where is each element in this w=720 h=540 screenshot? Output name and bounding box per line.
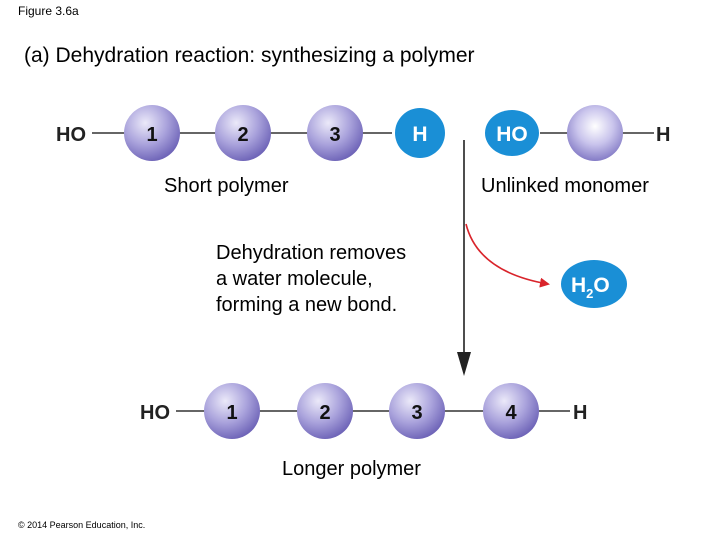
- dehydration-explanation: [216, 240, 406, 318]
- longer-polymer: [140, 383, 587, 439]
- hydrogen-end: H: [573, 402, 588, 424]
- monomer-number-1: 1: [226, 402, 238, 424]
- monomer-number-1: 1: [146, 124, 158, 146]
- water-hydrogen: H: [571, 274, 587, 297]
- monomer-sphere: [567, 105, 623, 161]
- monomer-number-2: 2: [319, 402, 331, 424]
- copyright-notice: © 2014 Pearson Education, Inc.: [18, 520, 146, 530]
- figure-label: Figure 3.6a: [18, 4, 79, 18]
- short-polymer-caption: Short polymer: [164, 175, 289, 197]
- unlinked-monomer-caption: Unlinked monomer: [481, 175, 649, 197]
- unlinked-monomer: [485, 105, 670, 161]
- monomer-number-3: 3: [411, 402, 423, 424]
- water-release-arrow: [466, 224, 548, 284]
- longer-polymer-caption: Longer polymer: [282, 458, 421, 480]
- water-oxygen: O: [593, 274, 610, 297]
- monomer-number-2: 2: [237, 124, 249, 146]
- hydrogen-end: H: [656, 124, 671, 146]
- water-molecule: [561, 260, 627, 308]
- explanation-line-3: forming a new bond.: [216, 294, 398, 316]
- monomer-number-3: 3: [329, 124, 341, 146]
- hydroxyl-end: HO: [140, 402, 170, 424]
- diagram-title: (a) Dehydration reaction: synthesizing a polymer: [24, 44, 475, 67]
- reaction-arrow-head: [457, 352, 471, 376]
- hydroxyl-label: HO: [496, 123, 528, 146]
- monomer-number-4: 4: [505, 402, 517, 424]
- water-subscript: 2: [586, 286, 594, 301]
- hydrogen-label: H: [412, 123, 428, 146]
- explanation-line-1: Dehydration removes: [216, 242, 407, 264]
- hydroxyl-end: HO: [56, 124, 86, 146]
- explanation-line-2: a water molecule,: [216, 268, 373, 290]
- short-polymer: [56, 105, 445, 161]
